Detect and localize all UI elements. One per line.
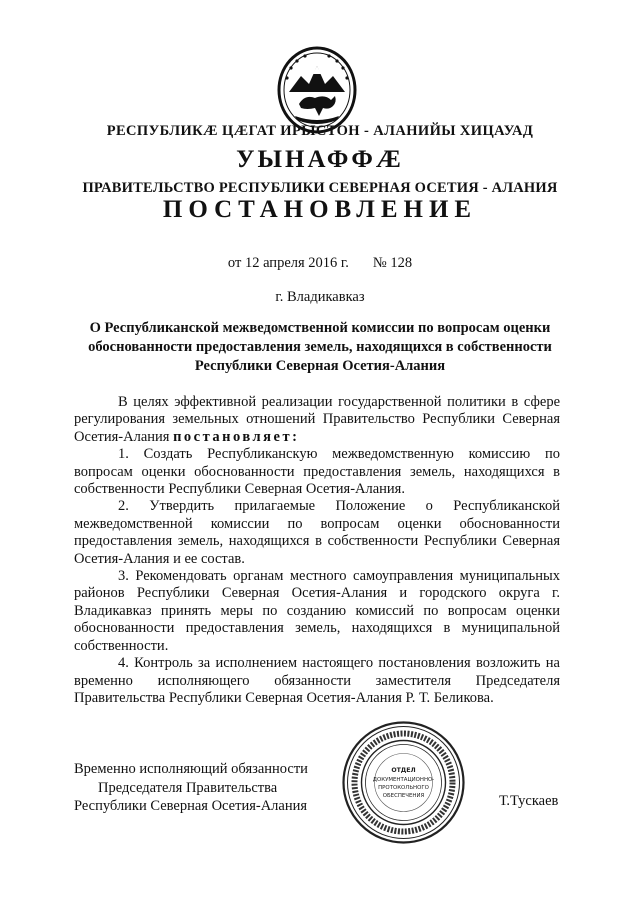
paragraph-3: 3. Рекомендовать органам местного самоуправления муниципальных районов Республики Северная Осетия-Алания и городского округа г. Владикавказ принять меры по созданию комиссий по вопросам оценки обоснованности предоставления земель, находящихся в муниципальной собственности. bbox=[74, 568, 560, 654]
signatory-line-1: Временно исполняющий обязанности bbox=[74, 761, 308, 777]
signatory-name: Т.Тускаев bbox=[499, 793, 559, 809]
ossetian-decree-title: УЫНАФФӔ bbox=[236, 146, 404, 173]
coat-of-arms-emblem bbox=[275, 44, 359, 134]
paragraph-1: 1. Создать Республиканскую межведомственную комиссию по вопросам оценки обоснованности предоставления земель, находящихся в собственности Республики Северная Осетия-Алания. bbox=[74, 446, 560, 498]
date-line bbox=[0, 255, 640, 272]
document-body bbox=[74, 394, 560, 707]
document-number: № 128 bbox=[372, 255, 413, 271]
stamp-line-4: ОБЕСПЕЧЕНИЯ bbox=[382, 793, 425, 799]
ossetian-republic-heading: РЕСПУБЛИКӔ ЦӔГАТ ИРЫСТОН - АЛАНИЙЫ ХИЦАУАД bbox=[106, 123, 534, 139]
document-title: О Республиканской межведомственной комиссии по вопросам оценки обоснованности предоставления земель, находящихся в собственности Республики Северная Осетия-Алания bbox=[88, 320, 552, 374]
document-date: от 12 апреля 2016 г. bbox=[227, 255, 349, 271]
paragraph-4: 4. Контроль за исполнением настоящего постановления возложить на временно исполняющего обязанности заместителя Председателя Правительства Республики Северная Осетия-Алания Р. Т. Беликова. bbox=[74, 655, 560, 706]
signatory-line-3: Республики Северная Осетия-Алания bbox=[74, 798, 308, 814]
document-type-heading: ПОСТАНОВЛЕНИЕ bbox=[162, 196, 478, 223]
stamp-line-3: ПРОТОКОЛЬНОГО bbox=[378, 785, 429, 791]
decree-word: постановляет: bbox=[173, 428, 300, 445]
signatory-line-2: Председателя Правительства bbox=[98, 779, 278, 796]
signatory-block bbox=[74, 760, 308, 816]
stamp-line-2: ДОКУМЕНТАЦИОННО- bbox=[372, 777, 435, 783]
intro-paragraph bbox=[74, 394, 560, 446]
paragraph-2: 2. Утвердить прилагаемые Положение о Республиканской межведомственной комиссии по вопросам оценки обоснованности предоставления земель, находящихся в собственности Республики Северная Осетия-Алания и ее состав. bbox=[74, 498, 560, 567]
stamp-line-1: ОТДЕЛ bbox=[391, 767, 416, 774]
official-stamp bbox=[341, 720, 466, 845]
intro-text: В целях эффективной реализации государственной политики в сфере регулирования земельных отношений Правительство Республики Северная Осетия-Алания bbox=[74, 394, 560, 445]
government-heading: ПРАВИТЕЛЬСТВО РЕСПУБЛИКИ СЕВЕРНАЯ ОСЕТИЯ - АЛАНИЯ bbox=[82, 180, 558, 196]
document-city: г. Владикавказ bbox=[275, 289, 365, 305]
